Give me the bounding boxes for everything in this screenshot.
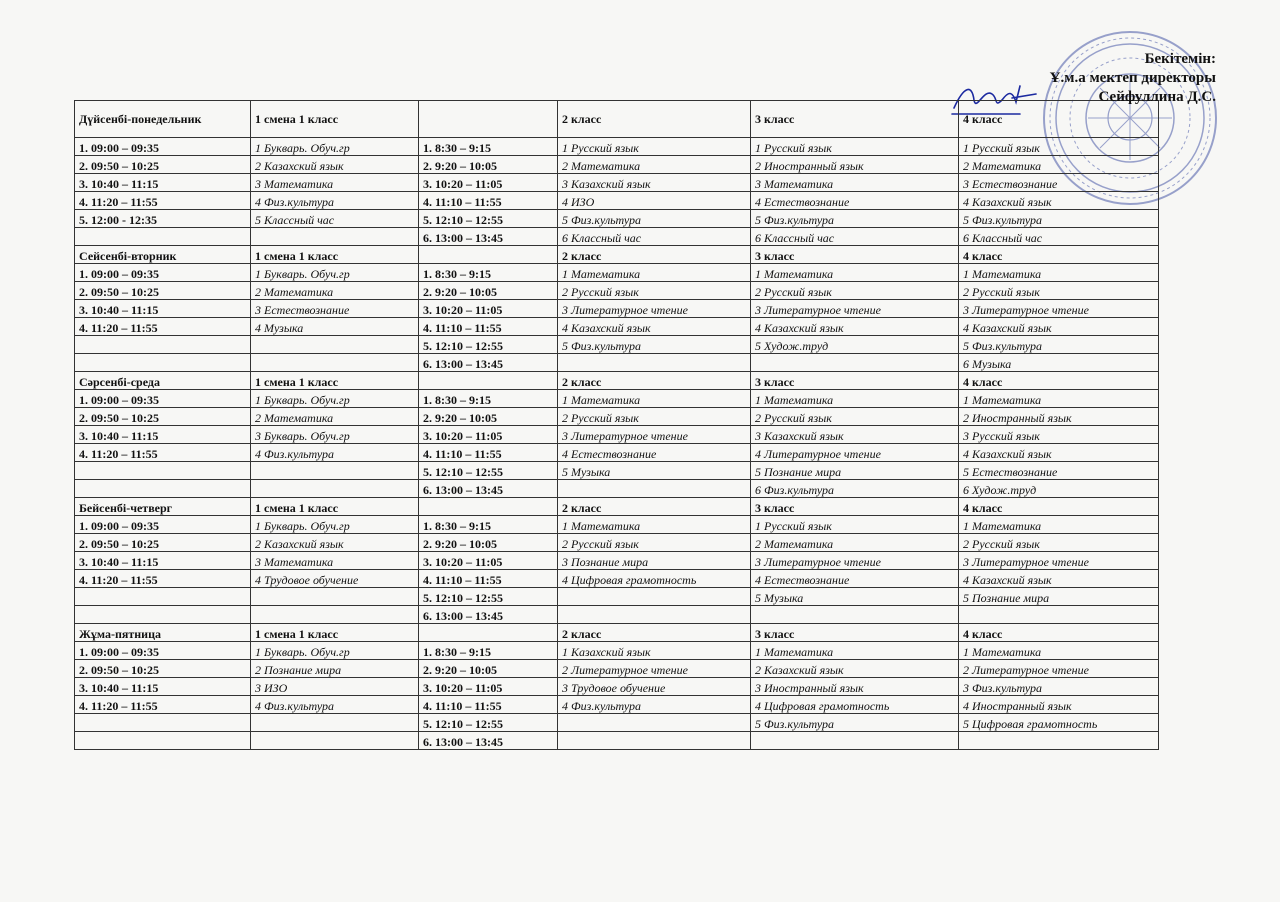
lesson-row — [75, 192, 1159, 210]
shift-2-time: 6. 13:00 – 13:45 — [419, 480, 558, 498]
class-4-subject: 3 Литературное чтение — [959, 552, 1159, 570]
class-4-subject: 6 Музыка — [959, 354, 1159, 372]
day-header-row — [75, 498, 1159, 516]
class-1-subject: 3 Букварь. Обуч.гр — [251, 426, 419, 444]
class-2-subject: 1 Математика — [558, 516, 751, 534]
shift-2-time: 5. 12:10 – 12:55 — [419, 336, 558, 354]
class-1-subject — [251, 714, 419, 732]
day-name: Сейсенбі-вторник — [75, 246, 251, 264]
lesson-row — [75, 480, 1159, 498]
class-1-subject: 2 Познание мира — [251, 660, 419, 678]
shift-2-time: 1. 8:30 – 9:15 — [419, 138, 558, 156]
shift-2-time: 2. 9:20 – 10:05 — [419, 156, 558, 174]
class-2-subject: 3 Познание мира — [558, 552, 751, 570]
shift-2-time-header — [419, 246, 558, 264]
class-3-subject: 5 Познание мира — [751, 462, 959, 480]
class-4-subject: 4 Иностранный язык — [959, 696, 1159, 714]
class-2-subject — [558, 354, 751, 372]
class-3-subject: 3 Литературное чтение — [751, 552, 959, 570]
class-3-subject: 4 Естествознание — [751, 570, 959, 588]
class-4-header: 4 класс — [959, 624, 1159, 642]
class-4-subject: 2 Иностранный язык — [959, 408, 1159, 426]
class-4-header: 4 класс — [959, 101, 1159, 138]
class-2-subject: 5 Физ.культура — [558, 210, 751, 228]
lesson-row — [75, 264, 1159, 282]
shift-2-time: 6. 13:00 – 13:45 — [419, 354, 558, 372]
shift-1-time: 2. 09:50 – 10:25 — [75, 660, 251, 678]
class-2-header: 2 класс — [558, 624, 751, 642]
class-2-subject: 4 Естествознание — [558, 444, 751, 462]
lesson-row — [75, 300, 1159, 318]
class-1-subject: 3 Математика — [251, 174, 419, 192]
class-1-subject — [251, 732, 419, 750]
class-3-header: 3 класс — [751, 101, 959, 138]
class-4-header: 4 класс — [959, 372, 1159, 390]
class-4-header: 4 класс — [959, 498, 1159, 516]
shift-2-time: 1. 8:30 – 9:15 — [419, 516, 558, 534]
shift-1-time: 4. 11:20 – 11:55 — [75, 192, 251, 210]
lesson-row — [75, 138, 1159, 156]
shift-2-time: 6. 13:00 – 13:45 — [419, 732, 558, 750]
class-3-subject: 2 Русский язык — [751, 408, 959, 426]
class-1-subject: 3 Математика — [251, 552, 419, 570]
class-2-subject — [558, 480, 751, 498]
shift-2-time: 5. 12:10 – 12:55 — [419, 462, 558, 480]
class-2-subject: 1 Казахский язык — [558, 642, 751, 660]
shift-2-time: 3. 10:20 – 11:05 — [419, 552, 558, 570]
class-4-header: 4 класс — [959, 246, 1159, 264]
class-3-subject: 2 Русский язык — [751, 282, 959, 300]
class-3-header: 3 класс — [751, 498, 959, 516]
class-4-subject: 2 Литературное чтение — [959, 660, 1159, 678]
lesson-row — [75, 426, 1159, 444]
class-4-subject: 3 Русский язык — [959, 426, 1159, 444]
lesson-row — [75, 552, 1159, 570]
class-2-subject: 2 Русский язык — [558, 534, 751, 552]
class-4-subject: 6 Классный час — [959, 228, 1159, 246]
shift-1-class-header: 1 смена 1 класс — [251, 624, 419, 642]
shift-2-time: 1. 8:30 – 9:15 — [419, 264, 558, 282]
class-2-subject: 3 Литературное чтение — [558, 426, 751, 444]
class-1-subject — [251, 354, 419, 372]
shift-2-time: 2. 9:20 – 10:05 — [419, 660, 558, 678]
class-1-subject: 1 Букварь. Обуч.гр — [251, 390, 419, 408]
shift-1-time — [75, 462, 251, 480]
shift-1-time: 1. 09:00 – 09:35 — [75, 390, 251, 408]
class-2-subject — [558, 588, 751, 606]
class-2-header: 2 класс — [558, 498, 751, 516]
class-1-subject — [251, 606, 419, 624]
shift-2-time: 4. 11:10 – 11:55 — [419, 570, 558, 588]
class-4-subject: 4 Казахский язык — [959, 444, 1159, 462]
shift-2-time: 2. 9:20 – 10:05 — [419, 408, 558, 426]
approval-position: Ұ.м.а мектеп директоры — [1049, 70, 1216, 86]
class-3-subject: 1 Математика — [751, 264, 959, 282]
day-header-row — [75, 372, 1159, 390]
class-3-subject — [751, 354, 959, 372]
lesson-row — [75, 336, 1159, 354]
class-2-subject: 2 Литературное чтение — [558, 660, 751, 678]
shift-2-time: 2. 9:20 – 10:05 — [419, 282, 558, 300]
class-3-subject: 3 Иностранный язык — [751, 678, 959, 696]
day-header-row — [75, 246, 1159, 264]
shift-1-time: 4. 11:20 – 11:55 — [75, 696, 251, 714]
class-4-subject: 6 Худож.труд — [959, 480, 1159, 498]
class-2-subject: 1 Математика — [558, 390, 751, 408]
class-3-subject: 6 Физ.культура — [751, 480, 959, 498]
class-3-subject: 2 Казахский язык — [751, 660, 959, 678]
class-1-subject: 2 Математика — [251, 408, 419, 426]
class-3-subject: 2 Иностранный язык — [751, 156, 959, 174]
shift-1-time: 3. 10:40 – 11:15 — [75, 300, 251, 318]
shift-2-time: 4. 11:10 – 11:55 — [419, 444, 558, 462]
class-4-subject: 3 Литературное чтение — [959, 300, 1159, 318]
lesson-row — [75, 408, 1159, 426]
class-1-subject: 1 Букварь. Обуч.гр — [251, 264, 419, 282]
class-1-subject: 1 Букварь. Обуч.гр — [251, 642, 419, 660]
approval-block — [956, 50, 1216, 107]
lesson-row — [75, 462, 1159, 480]
class-1-subject: 3 Естествознание — [251, 300, 419, 318]
class-1-subject: 4 Физ.культура — [251, 696, 419, 714]
class-3-subject: 1 Математика — [751, 390, 959, 408]
shift-1-time: 2. 09:50 – 10:25 — [75, 156, 251, 174]
class-2-subject: 3 Литературное чтение — [558, 300, 751, 318]
class-3-subject: 4 Естествознание — [751, 192, 959, 210]
class-2-header: 2 класс — [558, 101, 751, 138]
shift-1-class-header: 1 смена 1 класс — [251, 498, 419, 516]
shift-1-time — [75, 480, 251, 498]
shift-1-class-header: 1 смена 1 класс — [251, 246, 419, 264]
shift-1-time — [75, 354, 251, 372]
lesson-row — [75, 174, 1159, 192]
class-4-subject: 4 Казахский язык — [959, 570, 1159, 588]
class-1-subject: 4 Трудовое обучение — [251, 570, 419, 588]
class-4-subject: 1 Математика — [959, 264, 1159, 282]
schedule-table — [74, 100, 1159, 750]
day-name: Жұма-пятница — [75, 624, 251, 642]
shift-1-time: 3. 10:40 – 11:15 — [75, 426, 251, 444]
class-2-subject: 2 Русский язык — [558, 282, 751, 300]
class-1-subject: 5 Классный час — [251, 210, 419, 228]
class-3-subject: 6 Классный час — [751, 228, 959, 246]
shift-2-time-header — [419, 624, 558, 642]
lesson-row — [75, 390, 1159, 408]
class-3-subject: 5 Музыка — [751, 588, 959, 606]
shift-1-time: 2. 09:50 – 10:25 — [75, 534, 251, 552]
class-3-header: 3 класс — [751, 624, 959, 642]
class-2-subject — [558, 714, 751, 732]
class-4-subject: 4 Казахский язык — [959, 318, 1159, 336]
shift-1-time: 4. 11:20 – 11:55 — [75, 444, 251, 462]
day-header-row — [75, 624, 1159, 642]
shift-1-time: 4. 11:20 – 11:55 — [75, 318, 251, 336]
class-1-subject: 4 Музыка — [251, 318, 419, 336]
shift-1-time: 3. 10:40 – 11:15 — [75, 678, 251, 696]
lesson-row — [75, 282, 1159, 300]
lesson-row — [75, 534, 1159, 552]
day-name: Сәрсенбі-среда — [75, 372, 251, 390]
class-1-subject — [251, 228, 419, 246]
class-2-subject: 6 Классный час — [558, 228, 751, 246]
lesson-row — [75, 516, 1159, 534]
shift-2-time: 6. 13:00 – 13:45 — [419, 606, 558, 624]
shift-1-time — [75, 336, 251, 354]
class-1-subject — [251, 462, 419, 480]
class-1-subject: 4 Физ.культура — [251, 192, 419, 210]
class-3-subject: 2 Математика — [751, 534, 959, 552]
lesson-row — [75, 444, 1159, 462]
shift-1-class-header: 1 смена 1 класс — [251, 372, 419, 390]
shift-2-time-header — [419, 101, 558, 138]
class-3-subject: 3 Математика — [751, 174, 959, 192]
shift-2-time: 2. 9:20 – 10:05 — [419, 534, 558, 552]
class-2-subject: 4 Цифровая грамотность — [558, 570, 751, 588]
class-1-subject: 3 ИЗО — [251, 678, 419, 696]
shift-1-time: 3. 10:40 – 11:15 — [75, 174, 251, 192]
class-4-subject — [959, 606, 1159, 624]
class-4-subject: 1 Математика — [959, 390, 1159, 408]
shift-1-time — [75, 588, 251, 606]
class-2-subject: 5 Физ.культура — [558, 336, 751, 354]
lesson-row — [75, 228, 1159, 246]
shift-1-time: 2. 09:50 – 10:25 — [75, 408, 251, 426]
lesson-row — [75, 156, 1159, 174]
class-4-subject: 4 Казахский язык — [959, 192, 1159, 210]
shift-1-time — [75, 606, 251, 624]
class-1-subject — [251, 480, 419, 498]
approval-name: Сейфуллина Д.С. — [1098, 89, 1216, 105]
class-3-subject: 1 Русский язык — [751, 516, 959, 534]
lesson-row — [75, 318, 1159, 336]
shift-2-time: 1. 8:30 – 9:15 — [419, 390, 558, 408]
lesson-row — [75, 660, 1159, 678]
shift-1-time: 3. 10:40 – 11:15 — [75, 552, 251, 570]
lesson-row — [75, 678, 1159, 696]
class-3-subject: 1 Математика — [751, 642, 959, 660]
lesson-row — [75, 606, 1159, 624]
class-4-subject: 5 Физ.культура — [959, 336, 1159, 354]
class-3-subject: 4 Казахский язык — [751, 318, 959, 336]
class-3-subject: 5 Физ.культура — [751, 714, 959, 732]
approval-title: Бекітемін: — [1144, 51, 1216, 67]
class-2-subject: 1 Математика — [558, 264, 751, 282]
class-3-subject — [751, 732, 959, 750]
shift-1-time: 1. 09:00 – 09:35 — [75, 138, 251, 156]
class-2-header: 2 класс — [558, 372, 751, 390]
class-4-subject: 2 Русский язык — [959, 282, 1159, 300]
class-1-subject — [251, 336, 419, 354]
lesson-row — [75, 732, 1159, 750]
shift-1-time — [75, 732, 251, 750]
class-2-subject: 4 Казахский язык — [558, 318, 751, 336]
class-4-subject — [959, 732, 1159, 750]
class-3-subject: 4 Литературное чтение — [751, 444, 959, 462]
shift-1-time — [75, 228, 251, 246]
shift-2-time: 3. 10:20 – 11:05 — [419, 174, 558, 192]
class-3-header: 3 класс — [751, 372, 959, 390]
class-3-subject: 4 Цифровая грамотность — [751, 696, 959, 714]
lesson-row — [75, 642, 1159, 660]
class-3-subject: 3 Казахский язык — [751, 426, 959, 444]
class-2-subject: 2 Русский язык — [558, 408, 751, 426]
shift-2-time: 4. 11:10 – 11:55 — [419, 318, 558, 336]
shift-1-time: 1. 09:00 – 09:35 — [75, 642, 251, 660]
shift-2-time: 5. 12:10 – 12:55 — [419, 588, 558, 606]
class-2-subject: 3 Казахский язык — [558, 174, 751, 192]
class-2-subject: 2 Математика — [558, 156, 751, 174]
class-4-subject: 2 Математика — [959, 156, 1159, 174]
class-4-subject: 3 Естествознание — [959, 174, 1159, 192]
class-4-subject: 5 Физ.культура — [959, 210, 1159, 228]
class-4-subject: 1 Математика — [959, 516, 1159, 534]
shift-1-time: 5. 12:00 - 12:35 — [75, 210, 251, 228]
shift-2-time: 6. 13:00 – 13:45 — [419, 228, 558, 246]
shift-2-time: 4. 11:10 – 11:55 — [419, 696, 558, 714]
class-1-subject: 1 Букварь. Обуч.гр — [251, 138, 419, 156]
class-4-subject: 5 Познание мира — [959, 588, 1159, 606]
shift-2-time: 3. 10:20 – 11:05 — [419, 300, 558, 318]
class-1-subject: 1 Букварь. Обуч.гр — [251, 516, 419, 534]
shift-2-time-header — [419, 372, 558, 390]
lesson-row — [75, 714, 1159, 732]
class-3-subject: 3 Литературное чтение — [751, 300, 959, 318]
lesson-row — [75, 696, 1159, 714]
shift-2-time: 5. 12:10 – 12:55 — [419, 210, 558, 228]
class-3-subject — [751, 606, 959, 624]
shift-2-time: 4. 11:10 – 11:55 — [419, 192, 558, 210]
day-name: Дүйсенбі-понедельник — [75, 101, 251, 138]
class-2-subject: 4 ИЗО — [558, 192, 751, 210]
shift-2-time-header — [419, 498, 558, 516]
class-2-subject: 4 Физ.культура — [558, 696, 751, 714]
shift-1-time: 1. 09:00 – 09:35 — [75, 516, 251, 534]
class-2-subject — [558, 606, 751, 624]
class-2-subject: 1 Русский язык — [558, 138, 751, 156]
shift-1-time: 2. 09:50 – 10:25 — [75, 282, 251, 300]
class-1-subject: 2 Казахский язык — [251, 534, 419, 552]
lesson-row — [75, 570, 1159, 588]
class-2-header: 2 класс — [558, 246, 751, 264]
class-3-subject: 1 Русский язык — [751, 138, 959, 156]
class-1-subject — [251, 588, 419, 606]
class-3-header: 3 класс — [751, 246, 959, 264]
class-1-subject: 2 Математика — [251, 282, 419, 300]
class-1-subject: 2 Казахский язык — [251, 156, 419, 174]
shift-2-time: 3. 10:20 – 11:05 — [419, 426, 558, 444]
class-4-subject: 5 Естествознание — [959, 462, 1159, 480]
class-4-subject: 3 Физ.культура — [959, 678, 1159, 696]
lesson-row — [75, 354, 1159, 372]
shift-1-time: 1. 09:00 – 09:35 — [75, 264, 251, 282]
class-4-subject: 2 Русский язык — [959, 534, 1159, 552]
shift-1-time: 4. 11:20 – 11:55 — [75, 570, 251, 588]
shift-1-class-header: 1 смена 1 класс — [251, 101, 419, 138]
lesson-row — [75, 210, 1159, 228]
class-2-subject: 5 Музыка — [558, 462, 751, 480]
class-2-subject — [558, 732, 751, 750]
class-2-subject: 3 Трудовое обучение — [558, 678, 751, 696]
lesson-row — [75, 588, 1159, 606]
class-4-subject: 1 Русский язык — [959, 138, 1159, 156]
shift-2-time: 5. 12:10 – 12:55 — [419, 714, 558, 732]
shift-2-time: 1. 8:30 – 9:15 — [419, 642, 558, 660]
class-3-subject: 5 Худож.труд — [751, 336, 959, 354]
class-4-subject: 5 Цифровая грамотность — [959, 714, 1159, 732]
day-name: Бейсенбі-четверг — [75, 498, 251, 516]
class-4-subject: 1 Математика — [959, 642, 1159, 660]
class-1-subject: 4 Физ.культура — [251, 444, 419, 462]
shift-1-time — [75, 714, 251, 732]
class-3-subject: 5 Физ.культура — [751, 210, 959, 228]
shift-2-time: 3. 10:20 – 11:05 — [419, 678, 558, 696]
